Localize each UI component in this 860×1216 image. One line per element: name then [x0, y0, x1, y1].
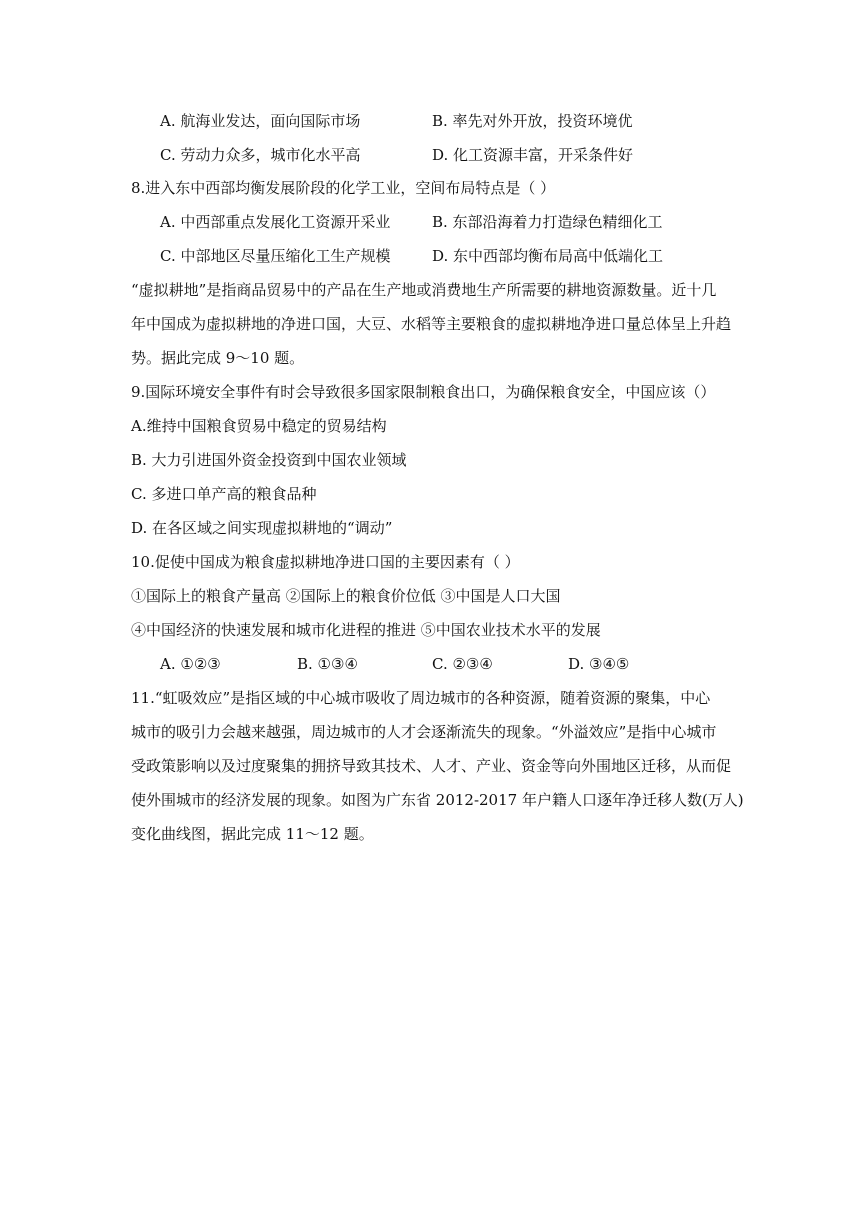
passage1-line-3: 势。据此完成 9～10 题。	[131, 349, 305, 367]
q8-option-b: B. 东部沿海着力打造绿色精细化工	[432, 213, 663, 231]
passage2-line-4: 使外围城市的经济发展的现象。如图为广东省 2012-2017 年户籍人口逐年净迁移人数(万人)	[131, 791, 744, 809]
q10-stem: 10.促使中国成为粮食虚拟耕地净进口国的主要因素有（ ）	[131, 553, 520, 571]
q8-stem: 8.进入东中西部均衡发展阶段的化学工业，空间布局特点是（ ）	[131, 179, 556, 197]
q9-option-b: B. 大力引进国外资金投资到中国农业领域	[131, 451, 407, 469]
q10-option-a: A. ①②③	[160, 655, 221, 673]
q10-option-b: B. ①③④	[297, 655, 358, 673]
passage2-line-3: 受政策影响以及过度聚集的拥挤导致其技术、人才、产业、资金等向外围地区迁移，从而促	[131, 757, 732, 775]
q9-option-d: D. 在各区域之间实现虚拟耕地的“调动”	[131, 519, 393, 537]
q7-option-b: B. 率先对外开放，投资环境优	[432, 112, 633, 130]
passage1-line-1: “虚拟耕地”是指商品贸易中的产品在生产地或消费地生产所需要的耕地资源数量。近十几	[131, 281, 717, 299]
passage2-line-2: 城市的吸引力会越来越强，周边城市的人才会逐渐流失的现象。“外溢效应”是指中心城市	[131, 723, 717, 741]
q10-option-d: D. ③④⑤	[568, 655, 630, 673]
q8-option-d: D. 东中西部均衡布局高中低端化工	[432, 247, 664, 265]
q8-option-c: C. 中部地区尽量压缩化工生产规模	[160, 247, 391, 265]
passage1-line-2: 年中国成为虚拟耕地的净进口国，大豆、水稻等主要粮食的虚拟耕地净进口量总体呈上升趋	[131, 315, 732, 333]
q9-stem: 9.国际环境安全事件有时会导致很多国家限制粮食出口，为确保粮食安全，中国应该（）	[131, 383, 716, 401]
q9-option-c: C. 多进口单产高的粮食品种	[131, 485, 317, 503]
q10-factors-line-2: ④中国经济的快速发展和城市化进程的推进 ⑤中国农业技术水平的发展	[131, 621, 601, 639]
q7-option-a: A. 航海业发达，面向国际市场	[160, 112, 361, 130]
passage2-line-1: 11.“虹吸效应”是指区域的中心城市吸收了周边城市的各种资源，随着资源的聚集，中心	[131, 689, 711, 707]
q10-factors-line-1: ①国际上的粮食产量高 ②国际上的粮食价位低 ③中国是人口大国	[131, 587, 561, 605]
q7-option-d: D. 化工资源丰富，开采条件好	[432, 146, 634, 164]
q9-option-a: A.维持中国粮食贸易中稳定的贸易结构	[131, 417, 387, 435]
q7-option-c: C. 劳动力众多，城市化水平高	[160, 146, 361, 164]
q8-option-a: A. 中西部重点发展化工资源开采业	[160, 213, 391, 231]
passage2-line-5: 变化曲线图，据此完成 11～12 题。	[131, 825, 374, 843]
q10-option-c: C. ②③④	[432, 655, 493, 673]
